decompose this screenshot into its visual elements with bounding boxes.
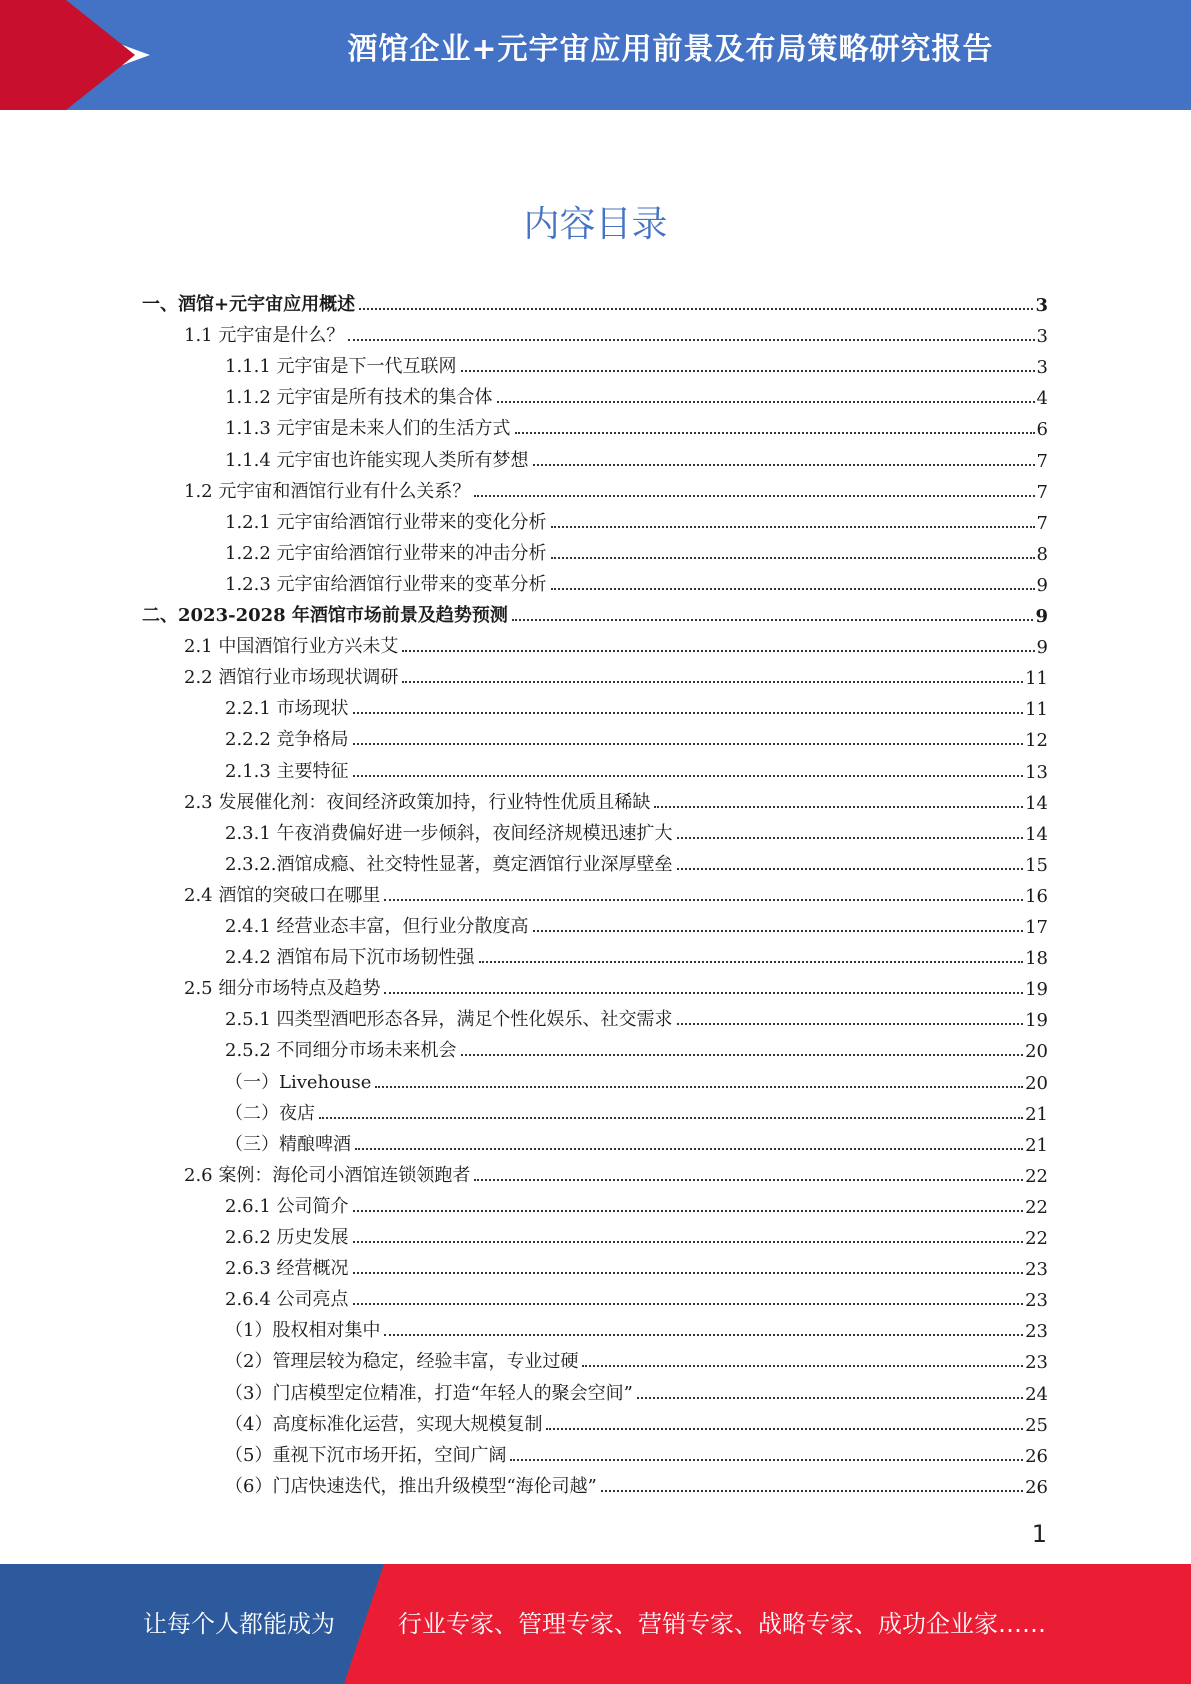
toc-entry-label: 1.2 元宇宙和酒馆行业有什么关系？ (184, 480, 471, 502)
toc-leader-dots (348, 339, 1034, 341)
footer-slogan-left: 让每个人都能成为 (143, 1610, 335, 1638)
toc-leader-dots (353, 712, 1024, 714)
toc-entry-label: 1.2.1 元宇宙给酒馆行业带来的变化分析 (225, 511, 547, 533)
toc-entry-page: 26 (1025, 1445, 1048, 1467)
toc-entry[interactable] (142, 1000, 1048, 1031)
toc-entry-label: 1.1.4 元宇宙也许能实现人类所有梦想 (225, 449, 529, 471)
toc-leader-dots (497, 401, 1035, 403)
toc-entry-label: （二）夜店 (225, 1102, 315, 1124)
toc-entry-page: 3 (1036, 326, 1048, 348)
toc-entry-label: 1.2.3 元宇宙给酒馆行业带来的变革分析 (225, 573, 547, 595)
toc-entry-label: （三）精酿啤酒 (225, 1133, 351, 1155)
toc-leader-dots (601, 1490, 1023, 1492)
toc-entry-label: （5）重视下沉市场开拓，空间广阔 (225, 1444, 507, 1466)
toc-entry[interactable] (142, 907, 1048, 938)
toc-entry-label: 2.3.2.酒馆成瘾、社交特性显著，奠定酒馆行业深厚壁垒 (225, 853, 673, 875)
toc-leader-dots (677, 1023, 1024, 1025)
toc-entry[interactable] (142, 347, 1048, 378)
toc-entry-label: 2.4.1 经营业态丰富，但行业分散度高 (225, 916, 529, 937)
toc-entry[interactable] (142, 1342, 1048, 1373)
toc-entry[interactable] (142, 1405, 1048, 1436)
toc-leader-dots (359, 308, 1033, 310)
toc-leader-dots (375, 1086, 1023, 1088)
toc-leader-dots (461, 370, 1035, 372)
toc-leader-dots (515, 432, 1035, 434)
toc-entry[interactable] (142, 658, 1048, 689)
toc-leader-dots (533, 464, 1035, 466)
toc-entry[interactable] (142, 472, 1048, 503)
report-title: 酒馆企业+元宇宙应用前景及布局策略研究报告 (347, 32, 994, 67)
toc-entry-label: 2.1 中国酒馆行业方兴未艾 (184, 636, 399, 658)
toc-entry[interactable] (142, 1249, 1048, 1280)
toc-leader-dots (474, 1179, 1023, 1181)
toc-entry[interactable] (142, 378, 1048, 409)
toc-entry[interactable] (142, 503, 1048, 534)
toc-entry[interactable] (142, 1467, 1048, 1498)
toc-entry[interactable] (142, 845, 1048, 876)
toc-entry-page: 23 (1025, 1259, 1048, 1281)
toc-entry[interactable] (142, 316, 1048, 347)
toc-leader-dots (551, 526, 1035, 528)
toc-leader-dots (353, 743, 1024, 745)
toc-entry-page: 8 (1036, 543, 1048, 565)
toc-entry-page: 12 (1025, 730, 1048, 752)
header-red-block (0, 0, 66, 110)
toc-entry-page: 16 (1025, 885, 1048, 907)
toc-leader-dots (384, 899, 1023, 901)
toc-leader-dots (353, 1303, 1024, 1305)
header-red-chevron (66, 0, 135, 110)
toc-leader-dots (474, 495, 1034, 497)
toc-entry-page: 9 (1036, 637, 1048, 659)
toc-entry-label: 2.2.1 市场现状 (225, 698, 349, 720)
toc-leader-dots (461, 1054, 1024, 1056)
toc-entry-label: 1.1 元宇宙是什么？ (184, 325, 345, 347)
toc-entry-label: 2.1.3 主要特征 (225, 760, 349, 782)
toc-entry-page: 24 (1025, 1383, 1048, 1405)
toc-entry-page: 18 (1025, 948, 1048, 970)
toc-entry[interactable] (142, 285, 1048, 316)
toc-entry-page: 9 (1036, 574, 1048, 596)
toc-entry-page: 22 (1025, 1228, 1048, 1249)
toc-entry-label: 一、酒馆+元宇宙应用概述 (142, 294, 356, 315)
toc-leader-dots (582, 1365, 1023, 1367)
toc-entry[interactable] (142, 596, 1048, 627)
toc-entry-page: 6 (1036, 419, 1048, 441)
toc-entry[interactable] (142, 409, 1048, 440)
toc-entry-page: 13 (1025, 761, 1048, 783)
toc-entry-label: 1.1.1 元宇宙是下一代互联网 (225, 356, 457, 378)
footer-banner (0, 1564, 1191, 1684)
toc-entry-label: 2.6 案例：海伦司小酒馆连锁领跑者 (184, 1164, 471, 1186)
toc-entry[interactable] (142, 876, 1048, 907)
toc-entry[interactable] (142, 720, 1048, 751)
toc-leader-dots (353, 1241, 1024, 1243)
toc-entry[interactable] (142, 1031, 1048, 1062)
toc-entry-label: 2.3 发展催化剂：夜间经济政策加持，行业特性优质且稀缺 (184, 791, 651, 813)
toc-entry[interactable] (142, 752, 1048, 783)
toc-entry-page: 11 (1025, 668, 1048, 690)
toc-entry-page: 20 (1025, 1041, 1048, 1063)
toc-entry-page: 26 (1025, 1476, 1048, 1498)
toc-entry-label: （一）Livehouse (225, 1071, 372, 1093)
toc-entry[interactable] (142, 1094, 1048, 1125)
toc-entry-page: 19 (1025, 1010, 1048, 1032)
toc-entry-label: 2.6.3 经营概况 (225, 1258, 349, 1280)
toc-leader-dots (677, 837, 1024, 839)
toc-leader-dots (384, 992, 1023, 994)
toc-leader-dots (479, 961, 1024, 963)
toc-entry-page: 17 (1025, 917, 1048, 938)
toc-entry-label: 2.4 酒馆的突破口在哪里 (184, 884, 381, 906)
toc-leader-dots (402, 681, 1023, 683)
toc-entry-page: 25 (1025, 1414, 1048, 1436)
toc-leader-dots (551, 588, 1035, 590)
toc-entry-label: 1.2.2 元宇宙给酒馆行业带来的冲击分析 (225, 542, 547, 564)
toc-entry-label: 2.3.1 午夜消费偏好进一步倾斜，夜间经济规模迅速扩大 (225, 822, 673, 844)
toc-entry[interactable] (142, 1187, 1048, 1218)
toc-leader-dots (551, 557, 1035, 559)
toc-entry-page: 22 (1025, 1165, 1048, 1187)
toc-leader-dots (637, 1397, 1023, 1399)
toc-entry-label: 2.2 酒馆行业市场现状调研 (184, 667, 399, 689)
toc-entry-label: （3）门店模型定位精准，打造“年轻人的聚会空间” (225, 1382, 633, 1404)
toc-entry[interactable] (142, 1280, 1048, 1311)
toc-entry-label: 2.5.2 不同细分市场未来机会 (225, 1040, 457, 1062)
toc-leader-dots (353, 775, 1024, 777)
toc-entry-page: 3 (1035, 295, 1048, 316)
header-banner (0, 0, 1191, 110)
toc-leader-dots (546, 1428, 1023, 1430)
toc-leader-dots (353, 1210, 1024, 1212)
toc-entry[interactable] (142, 938, 1048, 969)
toc-leader-dots (355, 1148, 1023, 1150)
toc-entry-label: 2.5 细分市场特点及趋势 (184, 978, 381, 1000)
toc-entry[interactable] (142, 783, 1048, 814)
footer-slogan-right: 行业专家、管理专家、营销专家、战略专家、成功企业家…… (398, 1610, 1046, 1638)
toc-entry-page: 7 (1036, 450, 1048, 472)
toc-entry-label: 二、2023-2028 年酒馆市场前景及趋势预测 (142, 605, 508, 626)
toc-leader-dots (677, 868, 1024, 870)
toc-entry-label: 2.6.4 公司亮点 (225, 1289, 349, 1311)
toc-entry-page: 19 (1025, 979, 1048, 1001)
toc-entry-page: 23 (1025, 1352, 1048, 1374)
toc-entry-page: 15 (1025, 854, 1048, 876)
toc-entry-page: 21 (1025, 1103, 1048, 1125)
toc-entry[interactable] (142, 1218, 1048, 1249)
toc-entry-page: 21 (1025, 1134, 1048, 1156)
toc-entry-page: 9 (1035, 606, 1048, 627)
toc-entry[interactable] (142, 441, 1048, 472)
toc-entry-page: 22 (1025, 1196, 1048, 1218)
toc-entry-page: 20 (1025, 1072, 1048, 1094)
toc-entry[interactable] (142, 1063, 1048, 1094)
toc-entry[interactable] (142, 1311, 1048, 1342)
toc-leader-dots (384, 1334, 1023, 1336)
toc-entry[interactable] (142, 1156, 1048, 1187)
page-number: 1 (1031, 1520, 1047, 1548)
toc-entry-label: 1.1.3 元宇宙是未来人们的生活方式 (225, 418, 511, 440)
toc-entry-page: 14 (1025, 792, 1048, 814)
toc-entry-page: 11 (1025, 699, 1048, 721)
toc-leader-dots (319, 1117, 1023, 1119)
toc-entry-page: 4 (1036, 388, 1048, 410)
toc-entry[interactable] (142, 689, 1048, 720)
toc-entry[interactable] (142, 565, 1048, 596)
toc-entry-label: 2.6.2 历史发展 (225, 1227, 349, 1248)
toc-entry-label: （4）高度标准化运营，实现大规模复制 (225, 1413, 543, 1435)
toc-entry-label: （6）门店快速迭代，推出升级模型“海伦司越” (225, 1475, 597, 1497)
toc-entry[interactable] (142, 534, 1048, 565)
toc-entry-page: 23 (1025, 1321, 1048, 1343)
toc-title: 内容目录 (523, 204, 668, 245)
toc-leader-dots (533, 930, 1024, 932)
toc-entry[interactable] (142, 627, 1048, 658)
toc-entry-label: （2）管理层较为稳定，经验丰富，专业过硬 (225, 1351, 579, 1373)
toc-entry-label: 2.5.1 四类型酒吧形态各异，满足个性化娱乐、社交需求 (225, 1009, 673, 1031)
toc-entry[interactable] (142, 1436, 1048, 1467)
toc-leader-dots (654, 806, 1023, 808)
toc-entry-page: 14 (1025, 823, 1048, 845)
toc-entry-label: 1.1.2 元宇宙是所有技术的集合体 (225, 387, 493, 409)
toc-entry-page: 3 (1036, 357, 1048, 379)
toc-entry-label: 2.6.1 公司简介 (225, 1195, 349, 1217)
toc-entry-label: 2.4.2 酒馆布局下沉市场韧性强 (225, 947, 475, 969)
toc-entry-label: （1）股权相对集中 (225, 1320, 381, 1342)
toc-entry-label: 2.2.2 竞争格局 (225, 729, 349, 751)
toc-entry[interactable] (142, 969, 1048, 1000)
toc-entry-page: 7 (1036, 512, 1048, 534)
toc-entry[interactable] (142, 1125, 1048, 1156)
toc-leader-dots (512, 619, 1034, 621)
toc-leader-dots (402, 650, 1034, 652)
toc-entry-page: 23 (1025, 1290, 1048, 1312)
toc-leader-dots (510, 1459, 1023, 1461)
toc-leader-dots (353, 1272, 1024, 1274)
toc-entry[interactable] (142, 814, 1048, 845)
toc-entry-page: 7 (1036, 481, 1048, 503)
toc-entry[interactable] (142, 1374, 1048, 1405)
